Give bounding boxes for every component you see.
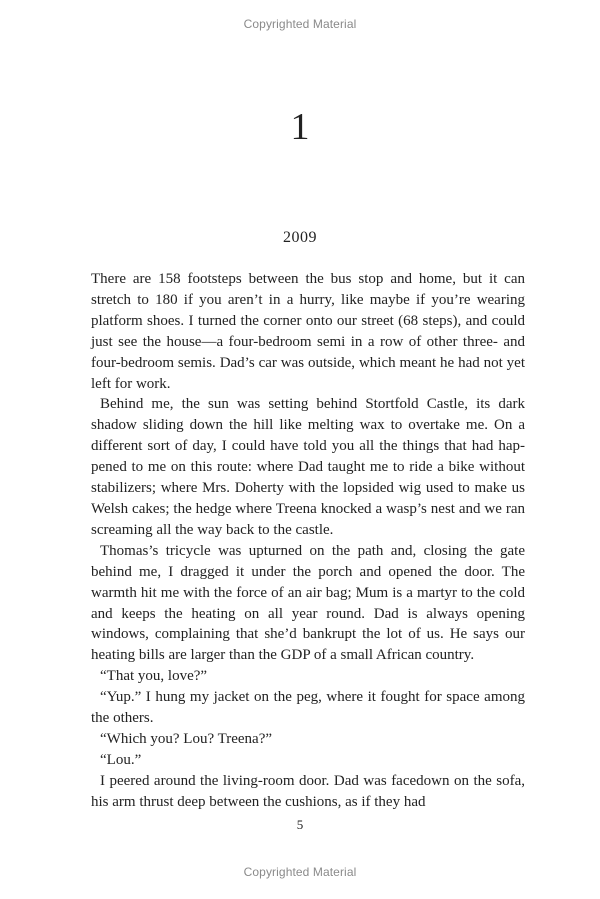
chapter-body bbox=[91, 269, 525, 813]
paragraph: I peered around the living-room door. Dad was facedown on the sofa, his arm thrust deep between the cushions, as if they had bbox=[91, 772, 525, 810]
chapter-year: 2009 bbox=[283, 229, 317, 246]
page-number: 5 bbox=[296, 817, 304, 832]
paragraph: Behind me, the sun was setting behind Stortfold Castle, its dark shadow sliding down the hill like melting wax to overtake me. On a different sort of day, I could have told you all the things that had happened to me on this route: where Dad taught me to ride a bike without stabilizers; where Mrs. Doherty with the lopsided wig used to make us Welsh cakes; the hedge where Treena knocked a wasp’s nest and we ran screaming all the way back to the castle. bbox=[91, 396, 525, 538]
chapter-number: 1 bbox=[290, 106, 310, 148]
paragraph: “Yup.” I hung my jacket on the peg, where it fought for space among the others. bbox=[91, 689, 525, 727]
paragraph: There are 158 footsteps between the bus stop and home, but it can stretch to 180 if you aren’t in a hurry, like maybe if you’re wearing platform shoes. I turned the corner onto our street (68 steps), and could just see the house—a four-bedroom semi in a row of other three- and four-bedroom semis. Dad’s car was outside, which meant he had not yet left for work. bbox=[91, 271, 525, 392]
paragraph: “That you, love?” bbox=[100, 668, 208, 685]
paragraph: “Lou.” bbox=[100, 751, 142, 768]
copyright-watermark-bottom: Copyrighted Material bbox=[243, 865, 357, 879]
paragraph: “Which you? Lou? Treena?” bbox=[100, 730, 273, 747]
copyright-watermark-top: Copyrighted Material bbox=[243, 17, 357, 31]
paragraph: Thomas’s tricycle was upturned on the path and, closing the gate behind me, I dragged it under the porch and opened the door. The warmth hit me with the force of an air bag; Mum is a martyr to the cold and keeps the heating on all year round. Dad is always opening windows, complaining that she’d bankrupt the lot of us. He says our heating bills are larger than the GDP of a small African country. bbox=[91, 542, 525, 664]
